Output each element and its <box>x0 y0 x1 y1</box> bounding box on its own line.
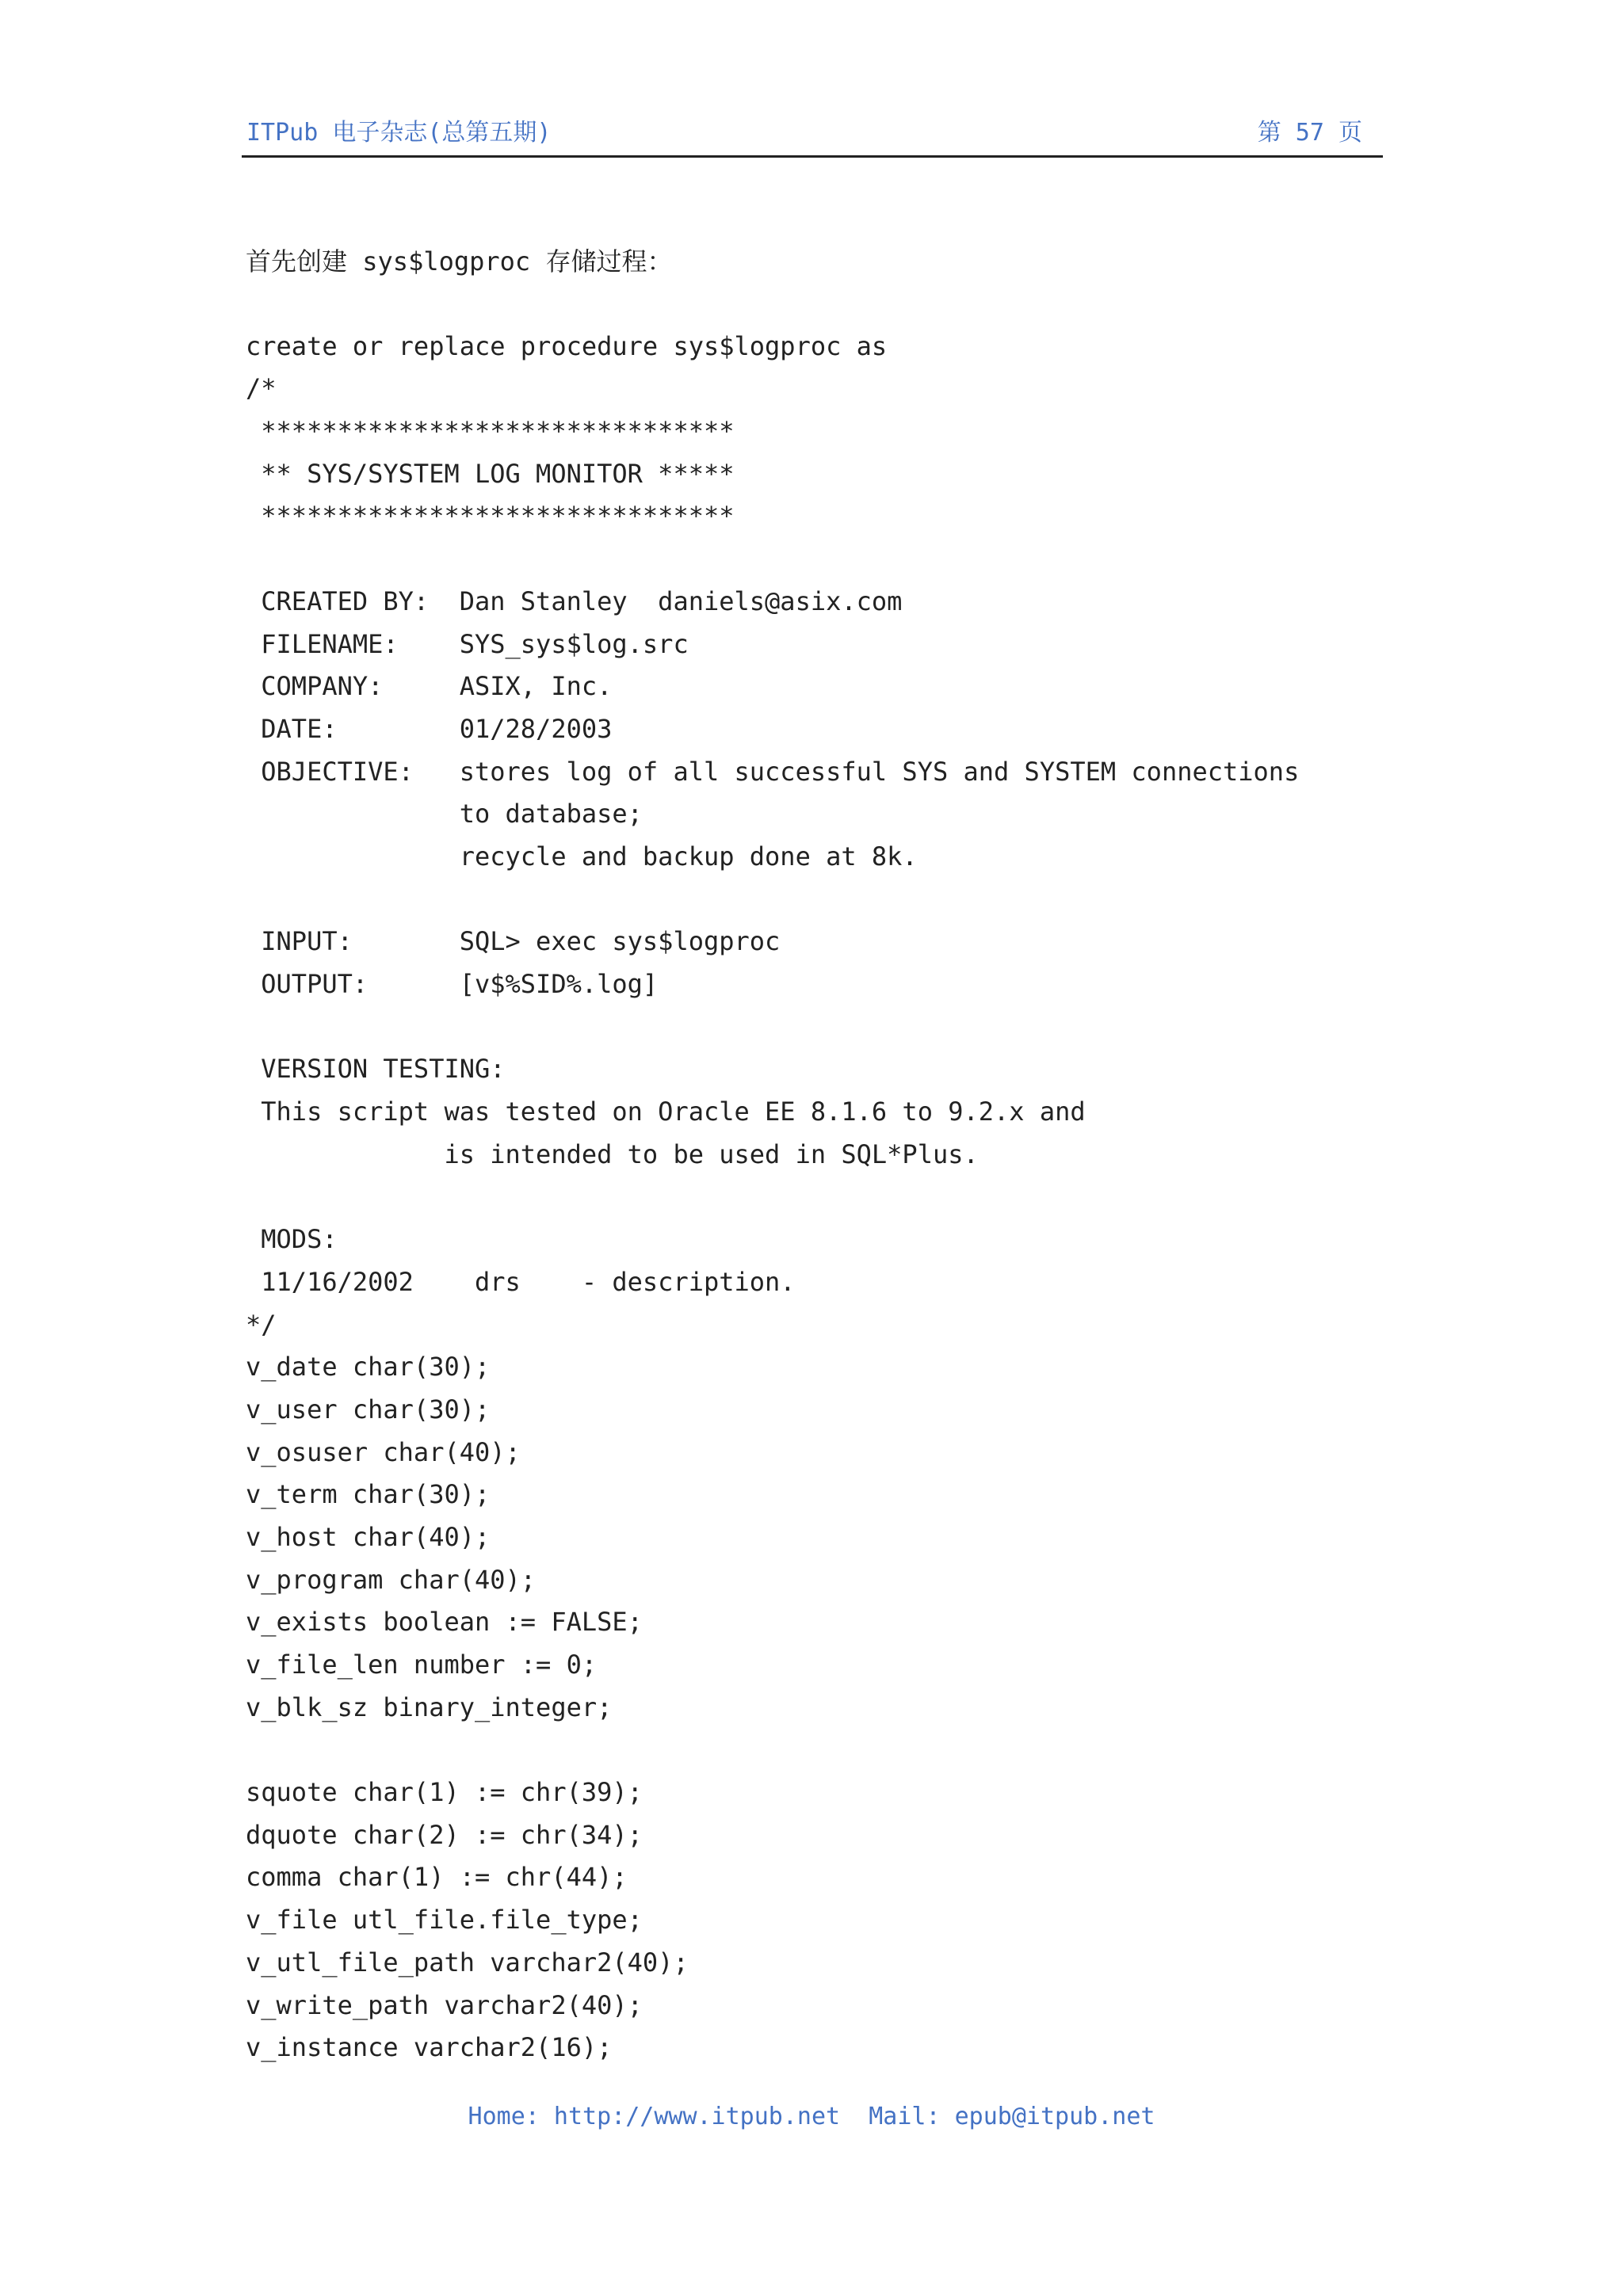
code-line: comma char(1) := chr(44); <box>246 1862 628 1893</box>
code-line: dquote char(2) := chr(34); <box>246 1819 643 1850</box>
code-line: ******************************* <box>246 416 735 447</box>
code-line: v_blk_sz binary_integer; <box>246 1691 613 1722</box>
code-line: v_osuser char(40); <box>246 1436 521 1467</box>
intro-text: 首先创建 sys$logproc 存储过程： <box>246 246 673 277</box>
code-line: VERSION TESTING: <box>246 1054 506 1085</box>
code-block <box>246 326 1387 2069</box>
code-line: v_term char(30); <box>246 1479 491 1510</box>
code-line: v_exists boolean := FALSE; <box>246 1607 643 1638</box>
code-line: OBJECTIVE: stores log of all successful SYS and SYSTEM connections <box>246 756 1300 787</box>
code-line: CREATED BY: Dan Stanley daniels@asix.com <box>246 585 903 616</box>
code-line <box>246 1729 1387 1772</box>
code-line: DATE: 01/28/2003 <box>246 713 613 744</box>
code-line <box>246 1176 1387 1219</box>
code-line: INPUT: SQL> exec sys$logproc <box>246 926 781 957</box>
code-line: ******************************* <box>246 501 735 532</box>
code-line: 11/16/2002 drs - description. <box>246 1266 796 1297</box>
code-line: /* <box>246 373 277 404</box>
code-line: v_date char(30); <box>246 1352 491 1383</box>
code-line: squote char(1) := chr(39); <box>246 1777 643 1808</box>
code-line: v_file_len number := 0; <box>246 1650 598 1680</box>
code-line: This script was tested on Oracle EE 8.1.6 to 9.2.x and <box>246 1097 1086 1127</box>
code-line: v_write_path varchar2(40); <box>246 1989 643 2020</box>
code-line: v_user char(30); <box>246 1394 491 1425</box>
code-line: v_program char(40); <box>246 1564 537 1595</box>
magazine-title: ITPub 电子杂志(总第五期) <box>246 119 552 147</box>
code-line: OUTPUT: [v$%SID%.log] <box>246 969 659 999</box>
code-line <box>246 538 1387 581</box>
code-line: v_instance varchar2(16); <box>246 2032 613 2063</box>
code-line: recycle and backup done at 8k. <box>246 841 918 871</box>
code-line: MODS: <box>246 1224 338 1255</box>
code-line: */ <box>246 1309 277 1340</box>
code-line: v_utl_file_path varchar2(40); <box>246 1947 689 1978</box>
code-line <box>246 1006 1387 1049</box>
page-header <box>242 111 1383 158</box>
code-line: is intended to be used in SQL*Plus. <box>246 1138 979 1169</box>
code-line <box>246 879 1387 921</box>
code-line: create or replace procedure sys$logproc as <box>246 330 888 361</box>
code-line: FILENAME: SYS_sys$log.src <box>246 628 689 659</box>
page-number: 第 57 页 <box>1257 119 1362 147</box>
code-line: COMPANY: ASIX, Inc. <box>246 671 613 702</box>
code-line: v_file utl_file.file_type; <box>246 1905 643 1936</box>
page-content <box>246 240 1387 2069</box>
page-footer: Home: http://www.itpub.net Mail: epub@itpub.net <box>468 2103 1155 2130</box>
code-line: ** SYS/SYSTEM LOG MONITOR ***** <box>246 458 735 489</box>
code-line: v_host char(40); <box>246 1521 491 1552</box>
code-line: to database; <box>246 799 643 830</box>
